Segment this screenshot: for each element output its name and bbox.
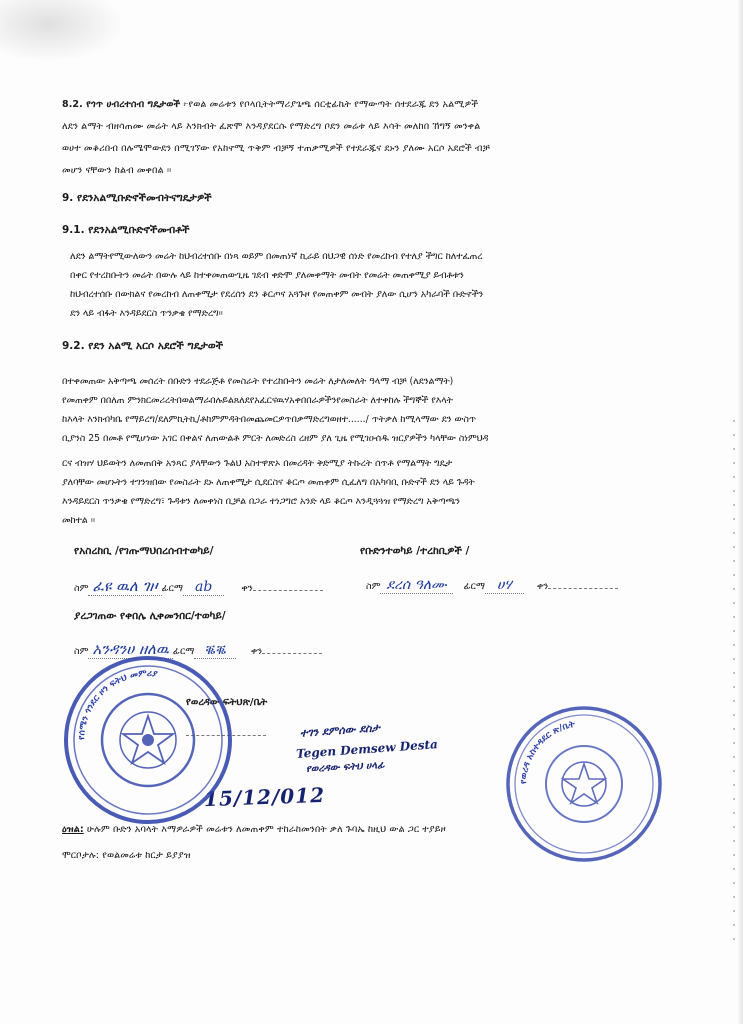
section-9-1-heading: 9.1. የደንአልሚቡድኖችመብቶች [62, 224, 190, 236]
handwritten-name: አንዳንሀ ዘለዉ [88, 640, 172, 659]
footer-signoff: ሞርቦታሉ: የወልመሬቱ ከርታ ይያያዝ [62, 850, 191, 861]
section-9-2-heading: 9.2. የደን አልሚ አርሶ አደሮች ግዴታወች [62, 340, 224, 352]
receiver-signatory-title: የቡድንተወካይ /ተረከቢዎች / [360, 545, 470, 557]
section-9-1-line: ከህብረተሰቡ በውክልና የመረከብ ለጠቀሚታ የደረሰን ደን ቆርጦና አጓጉዞ የመጠቀም መብት ያለው ሲሆን አካራባች ቡድኖችን [70, 289, 484, 300]
section-8-2-heading: 8.2. የጎጥ ሀብረተሰብ ግዴታወች [62, 99, 181, 110]
handover-signature-line [74, 577, 323, 595]
name-label: ስም [366, 581, 381, 592]
date-label: ቀን [536, 581, 549, 592]
handwritten-official-latin: Tegen Demsew Desta [295, 737, 439, 761]
scan-smudge [0, 0, 120, 60]
kebele-witness-title: ያረጋገጠው የቀበሌ ሊቀመንበር/ተወካይ/ [74, 610, 226, 622]
date-label: ቀን [241, 583, 253, 594]
handwritten-signature: ab [183, 579, 224, 596]
handover-signatory-title: የአስረከቢ /የገጡማህበረሰብተወካይ/ [74, 545, 214, 557]
section-9-1-paragraph [70, 247, 483, 323]
section-9-1-line: ለደን ልማትየሚውለውን መሬት ከህብረተሰቡ በነጻ ወይም በመጠነኛ ኪራይ በህጋዊ ሰነድ የመረከብ የተለያ ችግር ከለተፈጠረ [70, 251, 483, 262]
emblem-icon [562, 762, 606, 806]
footnote-line [62, 823, 446, 836]
section-9-2-line: እንዳይደርስ ጥንቃቄ የማድረግ፣ ጉዳቱን ለመቀነስ ቢቻል በጋራ ተነጋግሮ አንድ ላይ ቆርጦ እንዲጓጓዝ የማድረግ አቅጣጫን [62, 496, 460, 507]
section-9-1-line: ደን ላይ ብፋት እንዳይደርስ ጥንቃቄ የማድረግ፡፡ [70, 308, 223, 319]
date-blank [253, 590, 323, 591]
section-9-2-line: በተቀመጠው አቅጣጫ መሰረት በቡድን ተደራጅቶ የመስራት የተረከቡትን መሬት ለታለመለት ዓላማ ብቻ (ለደንልማት) [62, 376, 454, 387]
signature-label: ፊርማ [172, 646, 195, 657]
section-9-2-line: ቢያንስ 25 በመቶ የሚሆነው አገር በቀልና ለጠውልቶ ምርት ለመድረስ ረዘም ያለ ጊዜ የሚገዑሰዱ ዝርያዎችን ካላቸው ስነምህዳ [62, 433, 489, 444]
section-9-1-line: በቀር የተረከቡትን መሬት በውሉ ላይ ከተቀመጠውጊዜ ገደብ ቀድሞ ያለመቀማት መብት የመሬት መጠቀሚያ ይብቶቱን [70, 270, 464, 281]
name-label: ስም [74, 646, 89, 657]
handwritten-signature: ቘቘ [194, 643, 235, 659]
section-9-2-line: የመጠቀም በበለጠ ምንክርመሪረትበወልማራበሉይልጸለደየአፈርናዉሃአቀበበራዎችንየመስራት ለተቀከሉ ችግኞች የእላት [62, 395, 453, 406]
right-stamp-ring-text: የወረዳ አስተዳደር ጽ/ቤት [518, 719, 576, 785]
section-8-2-text: ፦የወል መሬቱን የቦላቢትትማሪያጌጫ ሰርቲፊኬት የማውጣት ሰተደራጁ ደን አልሚዎች [183, 99, 479, 110]
right-official-stamp [502, 702, 666, 866]
section-9-heading: 9. የደንአልሚቡድኖችመብትናግዴታዎች [62, 192, 212, 204]
receiver-signature-line [366, 577, 618, 593]
left-stamp-ring-text: የሰሜን ጎንደር ዞን ፍትህ መምሪያ [76, 668, 159, 741]
section-8-2-line-3: ወሀተ መቆሪበብ በሉሜሞውደን በሚገኘው የአከኖሚ ጥቅም ብቻኝ ተጠቃሚዎች የተደራጁና ደኑን ያለሙ አርሶ አደሮች ብቻ [62, 143, 490, 154]
date-blank [548, 588, 618, 589]
section-8-2-line-2: ለደን ልማት ብዘሳጠሙ መሬት ላይ እንክብት ፈጽሞ እንዳያደርሱ የማድረግ ቦደን መሬቱ ላይ እሳት መለከበ ኸግኝ መንቀል [62, 121, 481, 132]
signature-label: ፊርማ [161, 583, 184, 594]
footnote-text: ሁሉም ቡድን አባላት እማዎራዎች መሬቱን ለመጠቀም ተከራከመንበት ቃለ ጉባኤ ከዚህ ውል ጋር ተያይዞ [86, 824, 446, 835]
signature-label: ፊርማ [463, 581, 486, 592]
court-office-title: የወረዳው ፍትህጽ/ቤት [186, 697, 268, 708]
handwritten-signature: ሀሃ [485, 577, 524, 594]
date-blank [262, 653, 322, 654]
footnote-label: ዕዝል: [62, 824, 84, 835]
section-9-2-paragraph [62, 372, 488, 530]
section-8-2-line-1 [62, 98, 478, 111]
punch-hole-marks [733, 420, 735, 940]
section-9-2-line: ያለባቸው መሆኑትን ተገንዝበው የመስራት ደኑ ለጠቀሚታ ሲደርስና ቆርጦ መጠቀም ሲፈለግ በአካባቢ ቡድኖች ደን ላይ ጉዳት [62, 477, 475, 488]
date-label: ቀን [250, 646, 263, 657]
section-8-2-line-4: መሆን ናቸውን ከልብ መቀበል ፡፡ [62, 165, 172, 176]
page-edge-shadow [737, 0, 743, 1024]
handwritten-official-role: የወረዳው ፍትህ ሀላፊ [305, 759, 385, 776]
handwritten-date: 15/12/012 [203, 782, 326, 812]
handwritten-name: ደረሰ ዓለሙ [380, 577, 452, 594]
name-label: ስም [74, 583, 89, 594]
left-official-stamp [58, 650, 238, 830]
section-9-2-line: መከተል ፡፡ [62, 515, 96, 526]
section-9-2-line: ከእላት እንክብካቤ የማይረግ/ደለምኪትኪ/ቶከምምዳትበመጨመርዎጥበቃማድረግወዘተ....../ ጥትቃለ ከሚላማው ደን ውስጥ [62, 414, 476, 425]
section-9-2-line: ርና ብዝሃ ህይወትን ለመጠበቅ አንጻር ያላቸውን ጉልህ አስተዋጽኦ በመረዳት ቅድሚያ ትኩረት ሰጥቶ የማልማት ግዴታ [62, 458, 453, 469]
handwritten-official-name: ተገን ደምሰው ደስታ [299, 721, 381, 740]
emblem-icon [120, 712, 176, 768]
handwritten-name: ፈዩ ዉለ ገዞ [88, 577, 161, 596]
